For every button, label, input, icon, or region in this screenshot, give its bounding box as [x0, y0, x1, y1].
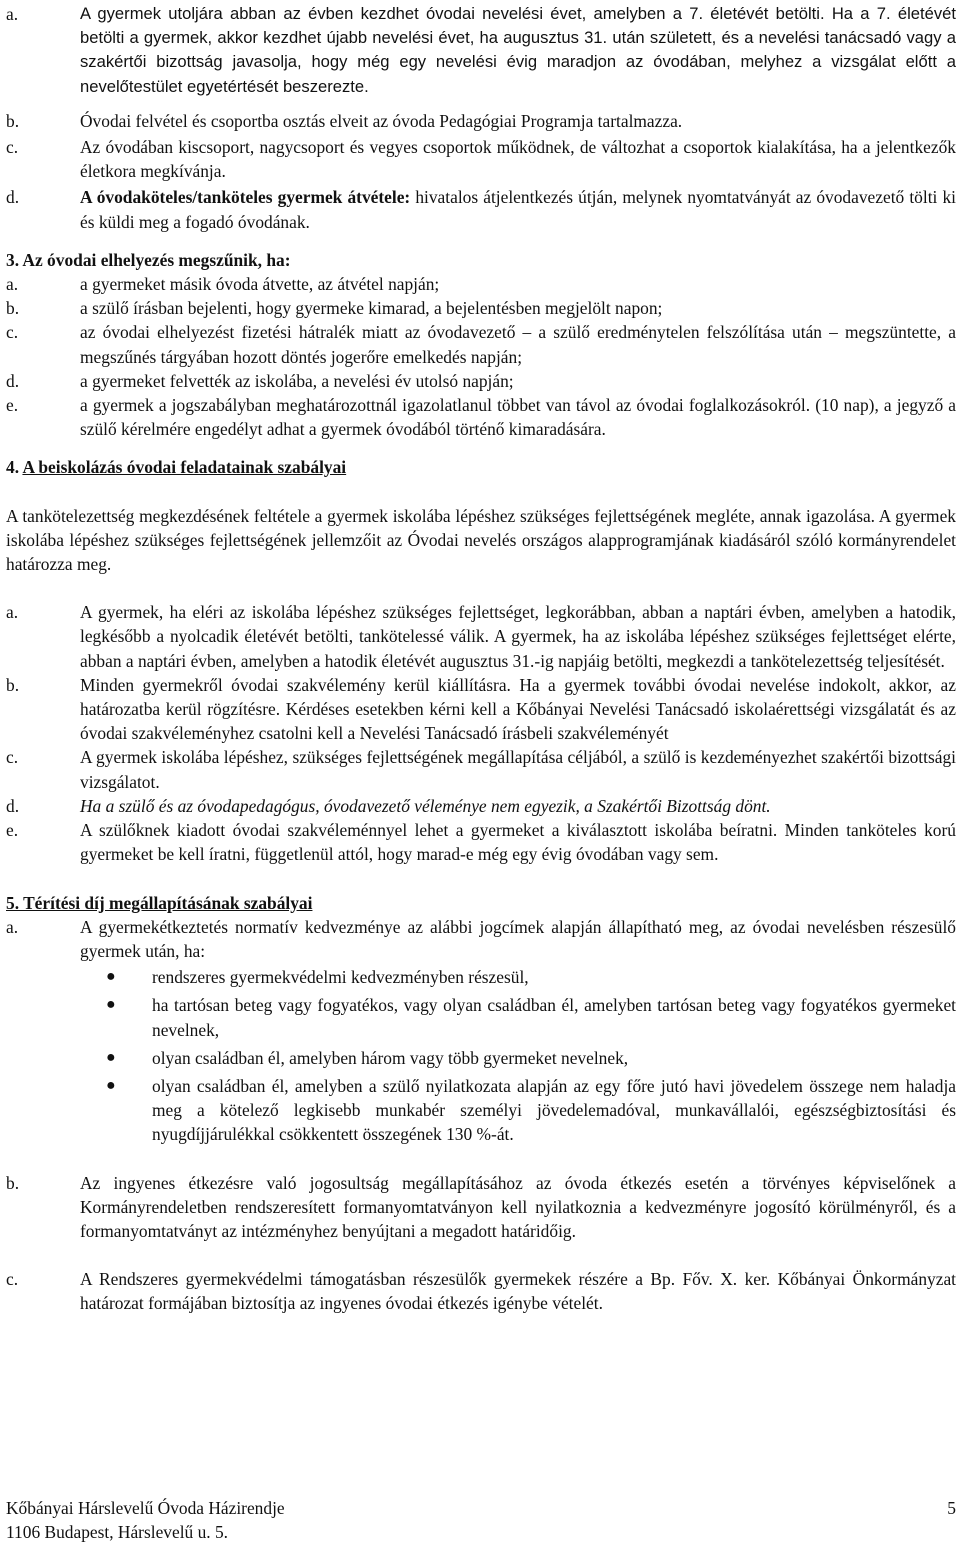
list-item — [6, 600, 956, 673]
page-number: 5 — [947, 1498, 956, 1518]
item-text: Minden gyermekről óvodai szakvélemény kerül kiállításra. Ha a gyermek további óvodai nevelése indokolt, akkor, az határozatba kerül rögzítésre. Kérdéses esetekben kérni kell a Kőbányai Nevelési Tanácsadó iskolaérettségi vizsgálatát és az óvodai szakvéleményhez csatolni kell a Nevelési Tanácsadó írásbeli szakvéleményét — [80, 674, 956, 744]
bullet-text: olyan családban él, amelyben a szülő nyilatkozata alapján az egy főre jutó havi jövedelem összege nem haladja meg a kötelező legkisebb munkabér személyi jövedelemadóval, munkavállalói, egészségbiztosítási és nyugdíjjárulékkal csökkentett összegének 130 %-át. — [152, 1075, 956, 1145]
footer-address: 1106 Budapest, Hárslevelű u. 5. — [6, 1522, 229, 1543]
item-label: b. — [6, 298, 20, 319]
list-item — [6, 794, 956, 818]
bullet-text: ha tartósan beteg vagy fogyatékos, vagy olyan családban él, amelyben tartósan beteg vagy fogyatékos gyermeket nevelnek, — [152, 995, 956, 1040]
item-label: a. — [6, 602, 19, 623]
bullet-icon: ● — [106, 996, 116, 1014]
bullet-item — [106, 1074, 956, 1147]
bullet-item — [106, 965, 956, 989]
section4-list — [6, 600, 956, 866]
bullet-text: rendszeres gyermekvédelmi kedvezményben részesül, — [152, 967, 529, 988]
item-label: c. — [6, 322, 19, 343]
item-text: a gyermeket másik óvoda átvette, az átvétel napján; — [80, 274, 440, 295]
bullet-list — [6, 965, 956, 1146]
list-item — [6, 393, 956, 441]
item-text: a szülő írásban bejelenti, hogy gyermeke kimarad, a bejelentésben megjelölt napon; — [80, 298, 663, 319]
item-label: b. — [6, 1172, 20, 1193]
section-title: 5. Térítési díj megállapításának szabályai — [6, 892, 313, 913]
item-label: e. — [6, 395, 19, 416]
item-text: A gyermek, ha eléri az iskolába lépéshez szükséges fejlettséget, legkorábban, abban a naptári évben, amelyben a hatodik, legkésőbb a nyolcadik életévét betölti, tankötelessé válik. A gyermek, ha az iskolába lépéshez szükséges fejlettséget elérte, abban a naptári évben, amelyben a hatodik életévét augusztus 31.-ig napjáig betölti, megkezdi a tankötelezettség teljesítését. — [80, 602, 956, 671]
item-text: Az óvodában kiscsoport, nagycsoport és vegyes csoportok működnek, de változhat a csoportok kialakítása, ha a jelentkezők életkora megkívánja. — [80, 137, 956, 182]
item-text: az óvodai elhelyezést fizetési hátralék miatt az óvodavezető – a szülő eredménytelen felszólítása után – megszüntette, a megszűnés tárgyában hozott döntés jogerőre emelkedés napján; — [80, 322, 956, 367]
bullet-item — [106, 993, 956, 1041]
list-item — [6, 369, 956, 393]
item-label: b. — [6, 674, 20, 695]
item-label: d. — [6, 187, 20, 208]
item-text: a gyermeket felvették az iskolába, a nevelési év utolsó napján; — [80, 370, 514, 391]
list-item — [6, 109, 956, 133]
item-label: a. — [6, 4, 19, 24]
item-text: A gyermekétkeztetés normatív kedvezménye az alábbi jogcímek alapján állapítható meg, az óvodai nevelésben részesülő gyermek után, ha: — [80, 916, 956, 961]
item-text: A gyermek utoljára abban az évben kezdhet óvodai nevelési évet, amelyben a 7. életévét betölti. Ha a 7. életévét betölti a gyermek, akkor kezdhet újabb nevelési évet, ha augusztus 31. után született, és a nevelési tanácsadó vagy a szakértői bizottság javasolja, hogy még egy nevelési évig maradjon az óvodában, melyhez a vizsgálat előtt a nevelőtestület egyetértését beszerezte. — [80, 4, 956, 96]
list-item — [6, 2, 956, 99]
document-page — [6, 2, 956, 1316]
item-text: A szülőknek kiadott óvodai szakvéleménnyel lehet a gyermeket a kiválasztott iskolába beíratni. Minden tanköteles korú gyermeket be kell íratni, függetlenül attól, hogy marad-e még egy évig óvodában vagy sem. — [80, 820, 956, 865]
bullet-icon: ● — [106, 1076, 116, 1094]
item-text: A Rendszeres gyermekvédelmi támogatásban részesülők gyermekek részére a Bp. Főv. X. ker. Kőbányai Önkormányzat határozat formájában biztosítja az ingyenes óvodai étkezés igénybe vételét. — [80, 1269, 956, 1314]
bullet-item — [106, 1046, 956, 1070]
section-heading — [6, 455, 956, 479]
list-item — [6, 1171, 956, 1244]
list-item — [6, 296, 956, 320]
item-label: a. — [6, 916, 19, 937]
section3-list — [6, 272, 956, 441]
item-label: c. — [6, 137, 19, 158]
section-intro: A tankötelezettség megkezdésének feltétele a gyermek iskolába lépéshez szükséges fejlettségének megléte, annak igazolása. A gyermek iskolába lépéshez szükséges fejlettségének jellemzőit az Óvodai nevelés országos alapprogramjának kiadásáról szóló kormányrendelet határozza meg. — [6, 505, 956, 575]
section-number: 4. — [6, 457, 20, 478]
list-item — [6, 185, 956, 233]
section-heading — [6, 891, 956, 915]
item-label: d. — [6, 370, 20, 391]
list-item — [6, 818, 956, 866]
list-item — [6, 1267, 956, 1315]
list-item — [6, 673, 956, 746]
list-item — [6, 915, 956, 963]
item-label: b. — [6, 110, 20, 131]
section-title: A beiskolázás óvodai feladatainak szabályai — [22, 457, 347, 478]
item-label: c. — [6, 1269, 19, 1290]
page-footer — [6, 1496, 956, 1544]
section-heading: 3. Az óvodai elhelyezés megszűnik, ha: — [6, 249, 291, 270]
item-rest: hivatalos átjelentkezés útján, melynek nyomtatványát az óvodavezető tölti ki és küldi meg a fogadó óvodának. — [80, 187, 956, 232]
list-item — [6, 745, 956, 793]
item-text: Óvodai felvétel és csoportba osztás elveit az óvoda Pedagógiai Programja tartalmazza. — [80, 110, 683, 131]
footer-title: Kőbányai Hárslevelű Óvoda Házirendje — [6, 1498, 285, 1518]
bullet-icon: ● — [106, 968, 116, 986]
bullet-icon: ● — [106, 1048, 116, 1066]
list-item — [6, 135, 956, 183]
item-text: A gyermek iskolába lépéshez, szükséges fejlettségének megállapítása céljából, a szülő is kezdeményezhet szakértői bizottsági vizsgálatot. — [80, 747, 956, 792]
item-label: d. — [6, 795, 20, 816]
item-label: a. — [6, 274, 19, 295]
item-text: Az ingyenes étkezésre való jogosultság megállapításához az óvoda étkezés esetén a törvényes képviselőnek a Kormányrendeletben rendszeresített formanyomtatványon kell nyilatkoznia a kedvezményre jogosító körülményről, és a formanyomtatványt az intézményhez benyújtani a megadott határidőig. — [80, 1172, 956, 1241]
item-text: a gyermek a jogszabályban meghatározottnál igazolatlanul többet van távol az óvodai foglalkozásokról. (10 nap), a jegyző a szülő kérelmére engedélyt adhat a gyermek óvodából történő kimaradására. — [80, 395, 956, 440]
item-label: c. — [6, 747, 19, 768]
item-text: Ha a szülő és az óvodapedagógus, óvodavezető véleménye nem egyezik, a Szakértői Bizottság dönt. — [80, 795, 771, 816]
item-bold-lead: A óvodaköteles/tanköteles gyermek átvétele: — [80, 187, 411, 208]
item-label: e. — [6, 820, 19, 841]
item-text — [80, 185, 956, 233]
bullet-text: olyan családban él, amelyben három vagy több gyermeket nevelnek, — [152, 1047, 629, 1068]
list-item — [6, 320, 956, 368]
list-item — [6, 272, 956, 296]
